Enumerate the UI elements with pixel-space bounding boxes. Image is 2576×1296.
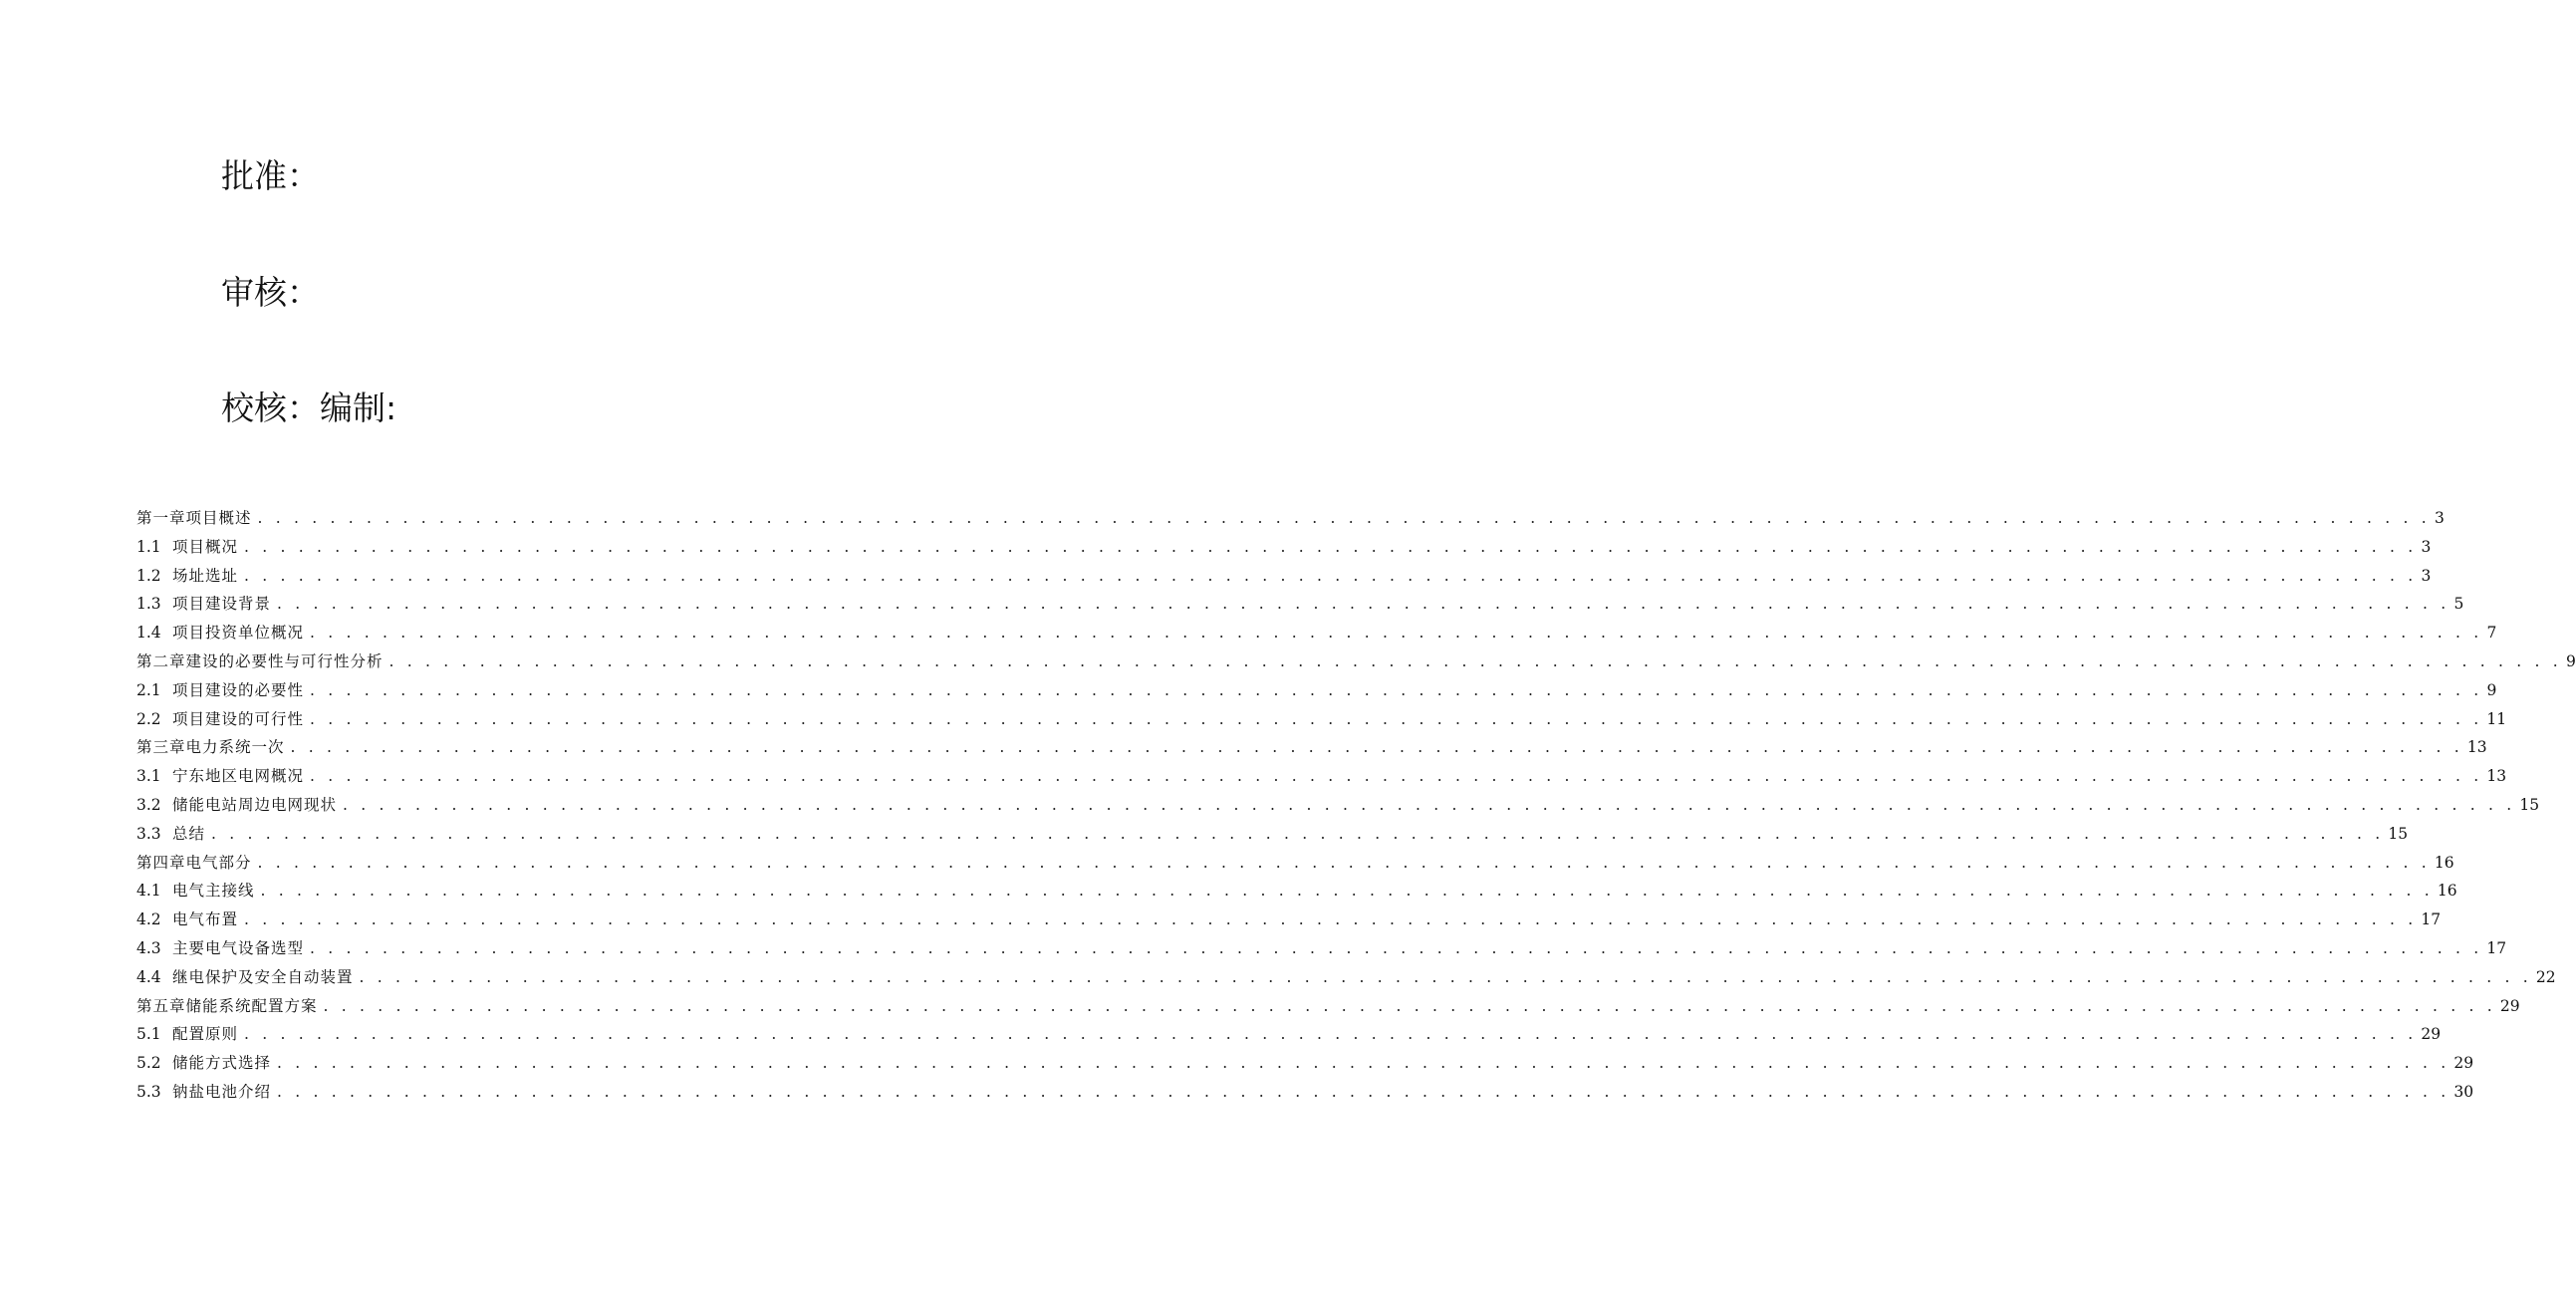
toc-dot-leader: . . . . . . . . . . . . . . . . . . . . . . . . . . . . . . . . . . . . . . . . . . . . . . . . . . . . . . . . . . . . . . . . . . . . . . . . . . . . . . . . . . . . . . . . . . . . . . . . . . . . . . . . . . . . . . . . . . . . . . . . (257, 853, 2431, 872)
toc-page-number: 3 (2435, 509, 2445, 527)
toc-dot-leader: . . . . . . . . . . . . . . . . . . . . . . . . . . . . . . . . . . . . . . . . . . . . . . . . . . . . . . . . . . . . . . . . . . . . . . . . . . . . . . . . . . . . . . . . . . . . . . . . . . . . . . . . . . . . . . . . . . . . . . . . (310, 938, 2483, 957)
toc-entry-title: 第五章储能系统配置方案 (136, 996, 318, 1015)
toc-entry-title: 第三章电力系统一次 (136, 738, 285, 757)
toc-page-number: 13 (2466, 738, 2487, 757)
toc-entry-number: 4.1 (136, 882, 161, 901)
toc-page-number: 29 (2499, 996, 2520, 1015)
toc-dot-leader: . . . . . . . . . . . . . . . . . . . . . . . . . . . . . . . . . . . . . . . . . . . . . . . . . . . . . . . . . . . . . . . . . . . . . . . . . . . . . . . . . . . . . . . . . . . . . . . . . . . . . . . . . . . . . . . . . . . . . . . . (290, 738, 2463, 757)
toc-entry-number: 4.3 (136, 938, 161, 957)
toc-page-number: 22 (2535, 967, 2556, 986)
toc-entry-title: 场址选址 (172, 566, 239, 585)
toc-page-number: 7 (2486, 624, 2497, 643)
toc-entry-title: 第四章电气部分 (136, 853, 252, 872)
toc-dot-leader: . . . . . . . . . . . . . . . . . . . . . . . . . . . . . . . . . . . . . . . . . . . . . . . . . . . . . . . . . . . . . . . . . . . . . . . . . . . . . . . . . . . . . . . . . . . . . . . . . . . . . . . . . . . . . . . . . . . . . . . . (277, 595, 2450, 614)
toc-dot-leader: . . . . . . . . . . . . . . . . . . . . . . . . . . . . . . . . . . . . . . . . . . . . . . . . . . . . . . . . . . . . . . . . . . . . . . . . . . . . . . . . . . . . . . . . . . . . . . . . . . . . . . . . . . . . . . . . . . . . . . . . (244, 1025, 2418, 1044)
toc-dot-leader: . . . . . . . . . . . . . . . . . . . . . . . . . . . . . . . . . . . . . . . . . . . . . . . . . . . . . . . . . . . . . . . . . . . . . . . . . . . . . . . . . . . . . . . . . . . . . . . . . . . . . . . . . . . . . . . . . . . . . . . . (260, 882, 2434, 901)
toc-section-row[interactable] (136, 877, 2457, 906)
toc-section-row[interactable] (136, 791, 2540, 820)
toc-entry-number: 1.2 (136, 566, 161, 585)
check-compile-signature-label: 校核：编制: (221, 389, 397, 427)
toc-entry-number: 3.3 (136, 824, 161, 843)
toc-page-number: 29 (2421, 1025, 2442, 1044)
toc-section-row[interactable] (136, 705, 2507, 734)
toc-page-number: 3 (2421, 566, 2432, 585)
toc-entry-title: 项目概况 (172, 537, 239, 556)
toc-page-number: 29 (2453, 1054, 2474, 1073)
toc-entry-title: 电气主接线 (172, 882, 255, 901)
toc-section-row[interactable] (136, 533, 2432, 562)
toc-entry-title: 项目投资单位概况 (172, 624, 305, 643)
toc-entry-title: 项目建设的必要性 (172, 680, 305, 699)
toc-entry-number: 3.2 (136, 795, 161, 814)
toc-entry-number: 1.4 (136, 624, 161, 643)
toc-section-row[interactable] (136, 762, 2507, 791)
toc-entry-title: 电气布置 (172, 910, 239, 929)
toc-page-number: 30 (2453, 1082, 2474, 1101)
toc-dot-leader: . . . . . . . . . . . . . . . . . . . . . . . . . . . . . . . . . . . . . . . . . . . . . . . . . . . . . . . . . . . . . . . . . . . . . . . . . . . . . . . . . . . . . . . . . . . . . . . . . . . . . . . . . . . . . . . . . . . . . . . . (310, 709, 2483, 728)
table-of-contents (136, 504, 2576, 1107)
toc-entry-title: 项目建设背景 (172, 595, 272, 614)
toc-dot-leader: . . . . . . . . . . . . . . . . . . . . . . . . . . . . . . . . . . . . . . . . . . . . . . . . . . . . . . . . . . . . . . . . . . . . . . . . . . . . . . . . . . . . . . . . . . . . . . . . . . . . . . . . . . . . . . . . . . . . . . . . (343, 795, 2516, 814)
toc-section-row[interactable] (136, 1020, 2442, 1049)
toc-dot-leader: . . . . . . . . . . . . . . . . . . . . . . . . . . . . . . . . . . . . . . . . . . . . . . . . . . . . . . . . . . . . . . . . . . . . . . . . . . . . . . . . . . . . . . . . . . . . . . . . . . . . . . . . . . . . . . . . . . . . . . . . (388, 651, 2562, 670)
toc-dot-leader: . . . . . . . . . . . . . . . . . . . . . . . . . . . . . . . . . . . . . . . . . . . . . . . . . . . . . . . . . . . . . . . . . . . . . . . . . . . . . . . . . . . . . . . . . . . . . . . . . . . . . . . . . . . . . . . . . . . . . . . . (277, 1082, 2450, 1101)
toc-page-number: 3 (2421, 537, 2432, 556)
toc-section-row[interactable] (136, 1078, 2474, 1107)
toc-page-number: 15 (2388, 824, 2409, 843)
toc-entry-number: 3.1 (136, 767, 161, 786)
review-signature-label: 审核： (221, 273, 320, 312)
toc-entry-title: 主要电气设备选型 (172, 938, 305, 957)
toc-entry-number: 2.1 (136, 680, 161, 699)
toc-page-number: 9 (2486, 680, 2497, 699)
toc-section-row[interactable] (136, 1049, 2474, 1078)
approve-signature-label: 批准： (221, 156, 320, 195)
toc-page-number: 16 (2437, 882, 2457, 901)
toc-page-number: 5 (2453, 595, 2464, 614)
toc-dot-leader: . . . . . . . . . . . . . . . . . . . . . . . . . . . . . . . . . . . . . . . . . . . . . . . . . . . . . . . . . . . . . . . . . . . . . . . . . . . . . . . . . . . . . . . . . . . . . . . . . . . . . . . . . . . . . . . . . . . . . . . . (277, 1054, 2450, 1073)
toc-entry-title: 项目建设的可行性 (172, 709, 305, 728)
toc-section-row[interactable] (136, 963, 2556, 992)
toc-page-number: 17 (2421, 910, 2442, 929)
toc-page-number: 15 (2519, 795, 2540, 814)
toc-chapter-row[interactable] (136, 504, 2445, 533)
toc-dot-leader: . . . . . . . . . . . . . . . . . . . . . . . . . . . . . . . . . . . . . . . . . . . . . . . . . . . . . . . . . . . . . . . . . . . . . . . . . . . . . . . . . . . . . . . . . . . . . . . . . . . . . . . . . . . . . . . . . . . . . . . . (310, 680, 2483, 699)
toc-entry-number: 5.2 (136, 1054, 161, 1073)
toc-dot-leader: . . . . . . . . . . . . . . . . . . . . . . . . . . . . . . . . . . . . . . . . . . . . . . . . . . . . . . . . . . . . . . . . . . . . . . . . . . . . . . . . . . . . . . . . . . . . . . . . . . . . . . . . . . . . . . . . . . . . . . . . (257, 509, 2431, 527)
toc-section-row[interactable] (136, 820, 2409, 849)
toc-entry-title: 配置原则 (172, 1025, 239, 1044)
toc-chapter-row[interactable] (136, 648, 2576, 676)
toc-entry-title: 钠盐电池介绍 (172, 1082, 272, 1101)
toc-dot-leader: . . . . . . . . . . . . . . . . . . . . . . . . . . . . . . . . . . . . . . . . . . . . . . . . . . . . . . . . . . . . . . . . . . . . . . . . . . . . . . . . . . . . . . . . . . . . . . . . . . . . . . . . . . . . . . . . . . . . . . . . (310, 767, 2483, 786)
toc-entry-number: 1.3 (136, 595, 161, 614)
toc-page-number: 16 (2434, 853, 2454, 872)
toc-entry-number: 2.2 (136, 709, 161, 728)
toc-section-row[interactable] (136, 906, 2442, 934)
toc-section-row[interactable] (136, 676, 2497, 705)
toc-chapter-row[interactable] (136, 849, 2454, 878)
toc-dot-leader: . . . . . . . . . . . . . . . . . . . . . . . . . . . . . . . . . . . . . . . . . . . . . . . . . . . . . . . . . . . . . . . . . . . . . . . . . . . . . . . . . . . . . . . . . . . . . . . . . . . . . . . . . . . . . . . . . . . . . . . . (244, 566, 2418, 585)
toc-entry-title: 储能方式选择 (172, 1054, 272, 1073)
toc-entry-title: 总结 (172, 824, 206, 843)
toc-chapter-row[interactable] (136, 733, 2487, 762)
toc-dot-leader: . . . . . . . . . . . . . . . . . . . . . . . . . . . . . . . . . . . . . . . . . . . . . . . . . . . . . . . . . . . . . . . . . . . . . . . . . . . . . . . . . . . . . . . . . . . . . . . . . . . . . . . . . . . . . . . . . . . . . . . . (244, 537, 2418, 556)
toc-page-number: 13 (2486, 767, 2507, 786)
toc-entry-number: 4.4 (136, 967, 161, 986)
toc-dot-leader: . . . . . . . . . . . . . . . . . . . . . . . . . . . . . . . . . . . . . . . . . . . . . . . . . . . . . . . . . . . . . . . . . . . . . . . . . . . . . . . . . . . . . . . . . . . . . . . . . . . . . . . . . . . . . . . . . . . . . . . . (310, 624, 2483, 643)
toc-entry-title: 第二章建设的必要性与可行性分析 (136, 651, 384, 670)
toc-entry-number: 5.3 (136, 1082, 161, 1101)
toc-page-number: 17 (2486, 938, 2507, 957)
toc-section-row[interactable] (136, 934, 2507, 963)
toc-dot-leader: . . . . . . . . . . . . . . . . . . . . . . . . . . . . . . . . . . . . . . . . . . . . . . . . . . . . . . . . . . . . . . . . . . . . . . . . . . . . . . . . . . . . . . . . . . . . . . . . . . . . . . . . . . . . . . . . . . . . . . . . (359, 967, 2532, 986)
toc-entry-title: 储能电站周边电网现状 (172, 795, 338, 814)
toc-dot-leader: . . . . . . . . . . . . . . . . . . . . . . . . . . . . . . . . . . . . . . . . . . . . . . . . . . . . . . . . . . . . . . . . . . . . . . . . . . . . . . . . . . . . . . . . . . . . . . . . . . . . . . . . . . . . . . . . . . . . . . . . (323, 996, 2496, 1015)
toc-dot-leader: . . . . . . . . . . . . . . . . . . . . . . . . . . . . . . . . . . . . . . . . . . . . . . . . . . . . . . . . . . . . . . . . . . . . . . . . . . . . . . . . . . . . . . . . . . . . . . . . . . . . . . . . . . . . . . . . . . . . . . . . (211, 824, 2385, 843)
toc-section-row[interactable] (136, 590, 2464, 619)
toc-section-row[interactable] (136, 562, 2432, 591)
toc-entry-number: 4.2 (136, 910, 161, 929)
toc-entry-title: 宁东地区电网概况 (172, 767, 305, 786)
toc-page-number: 9 (2566, 651, 2576, 670)
toc-entry-title: 第一章项目概述 (136, 509, 252, 527)
toc-dot-leader: . . . . . . . . . . . . . . . . . . . . . . . . . . . . . . . . . . . . . . . . . . . . . . . . . . . . . . . . . . . . . . . . . . . . . . . . . . . . . . . . . . . . . . . . . . . . . . . . . . . . . . . . . . . . . . . . . . . . . . . . (244, 910, 2418, 929)
toc-entry-number: 5.1 (136, 1025, 161, 1044)
toc-section-row[interactable] (136, 619, 2497, 648)
toc-entry-title: 继电保护及安全自动装置 (172, 967, 354, 986)
toc-page-number: 11 (2486, 709, 2507, 728)
toc-chapter-row[interactable] (136, 992, 2520, 1021)
toc-entry-number: 1.1 (136, 537, 161, 556)
